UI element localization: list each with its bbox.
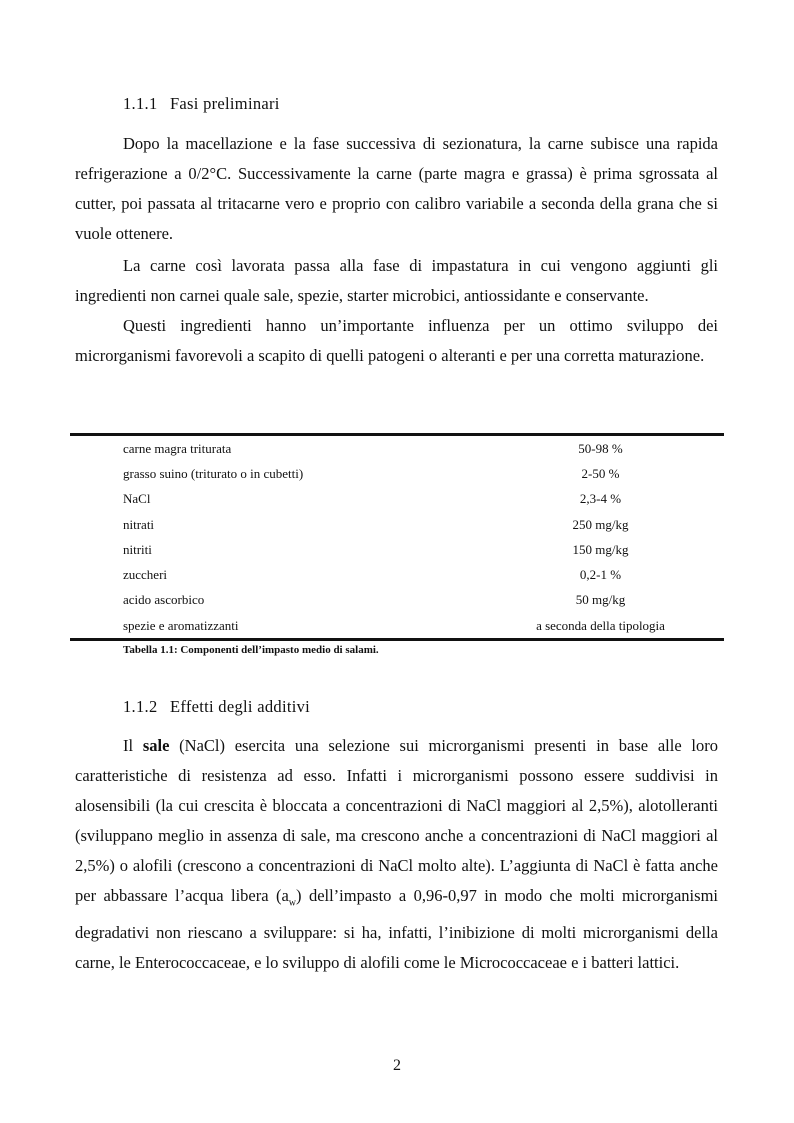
table-bottom-rule: [70, 638, 724, 641]
table-row: [70, 537, 724, 562]
table-row: [70, 512, 724, 537]
value-cell: 2,3-4 %: [579, 491, 622, 507]
bold-term-sale: sale: [142, 736, 170, 755]
components-table: [70, 433, 724, 641]
table-row: [70, 588, 724, 613]
component-cell: nitrati: [123, 516, 155, 532]
paragraph-2: La carne così lavorata passa alla fase di impastatura in cui vengono aggiunti gli ingredienti non carnei quale sale, spezie, starter microbici, antiossidante e conservante.: [75, 256, 718, 305]
value-cell: a seconda della tipologia: [536, 617, 665, 633]
component-cell: zuccheri: [123, 567, 168, 583]
value-cell: 2-50 %: [581, 465, 620, 481]
paragraph-text-1: (NaCl) esercita una selezione sui microrganismi presenti in base alle loro caratteristiche di resistenza ad esso. Infatti i microrganismi possono essere suddivisi in alosensibili (la cui crescita è bloccata a concentrazioni di NaCl maggiori al 2,5%), alotolleranti (sviluppano meglio in assenza di sale, ma crescono anche a concentrazioni di NaCl maggiori al 2,5%) o alofili (crescono a concentrazioni di NaCl molto alte). L’aggiunta di NaCl è fatta anche per abbassare l’acqua libera (a: [75, 736, 718, 905]
section-number: 1.1.2: [123, 697, 158, 716]
section-number: 1.1.1: [123, 94, 158, 113]
component-cell: acido ascorbico: [123, 592, 205, 608]
components-table-grid: [70, 436, 724, 638]
value-cell: 150 mg/kg: [572, 541, 629, 557]
value-cell: 0,2-1 %: [579, 567, 622, 583]
component-cell: spezie e aromatizzanti: [123, 617, 239, 633]
table-row: [70, 436, 724, 461]
table-row: [70, 487, 724, 512]
paragraph-text-2: ) dell’impasto a 0,96-0,97 in modo che molti microrganismi degradativi non riescano a sviluppare: si ha, infatti, l’inibizione di molti microrganismi della carne, le Enterococcaceae, e lo sviluppo di alofili come le Micrococcaceae e i batteri lattici.: [75, 886, 718, 973]
section-title: Effetti degli additivi: [169, 697, 311, 716]
section-title: Fasi preliminari: [169, 94, 280, 113]
table-caption: Tabella 1.1: Componenti dell’impasto medio di salami.: [123, 644, 379, 656]
component-cell: carne magra triturata: [123, 440, 232, 456]
component-cell: grasso suino (triturato o in cubetti): [123, 465, 304, 481]
paragraph-1: Dopo la macellazione e la fase successiva di sezionatura, la carne subisce una rapida refrigerazione a 0/2°C. Successivamente la carne (parte magra e grassa) è prima sgrossata al cutter, poi passata al tritacarne vero e proprio con calibro variabile a seconda della grana che si vuole ottenere.: [75, 134, 718, 243]
value-cell: 50 mg/kg: [575, 592, 626, 608]
section-heading-1-1-1: [123, 94, 280, 114]
table-row: [70, 613, 724, 638]
value-cell: 50-98 %: [578, 440, 623, 456]
paragraph-lead: Il: [123, 736, 143, 755]
table-row: [70, 562, 724, 587]
page-number: 2: [393, 1057, 401, 1074]
paragraph-sale: [75, 731, 718, 978]
table-row: [70, 461, 724, 486]
subscript-w: w: [288, 897, 297, 909]
paragraph-3: Questi ingredienti hanno un’importante influenza per un ottimo sviluppo dei microrganismi favorevoli a scapito di quelli patogeni o alteranti e per una corretta maturazione.: [75, 316, 718, 365]
section-heading-1-1-2: [123, 697, 310, 717]
value-cell: 250 mg/kg: [572, 516, 629, 532]
component-cell: NaCl: [123, 491, 151, 507]
component-cell: nitriti: [123, 541, 152, 557]
